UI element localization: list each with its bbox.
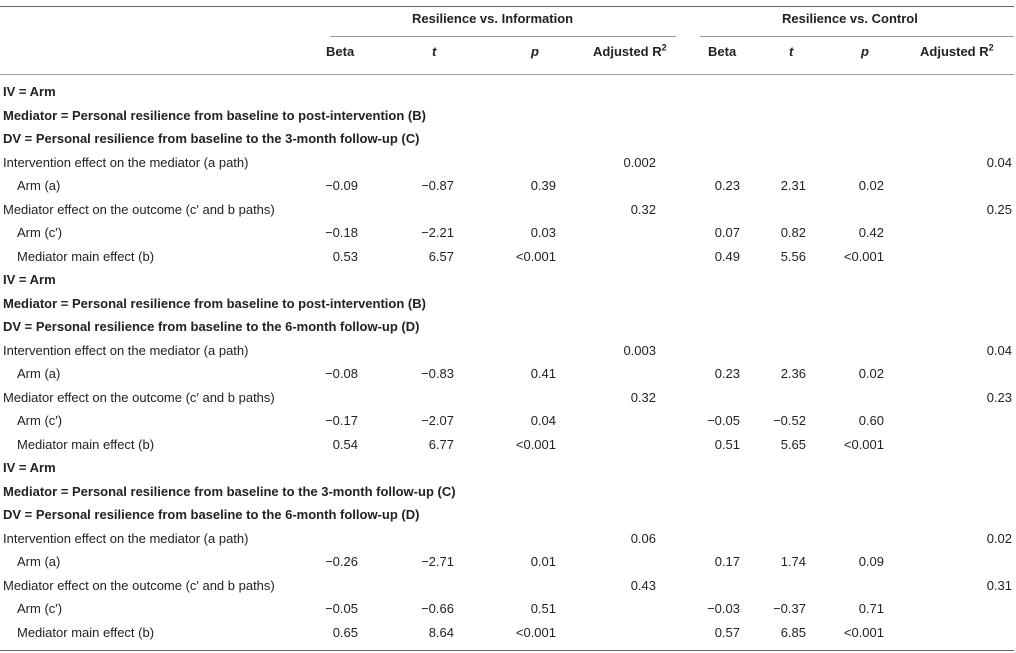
cell-r2a: 0.002 — [623, 154, 656, 170]
col-header-beta-2: Beta — [708, 44, 737, 59]
cell-b2: 0.23 — [714, 366, 740, 381]
cell-b2: 0.57 — [714, 624, 740, 640]
cell-r2b: 0.31 — [986, 577, 1012, 593]
cell-b1: −0.09 — [325, 178, 358, 193]
row-label: Intervention effect on the mediator (a path) — [3, 530, 249, 546]
row-label: Mediator effect on the outcome (c′ and b paths) — [3, 577, 275, 593]
row-label: Mediator main effect (b) — [17, 624, 155, 640]
col-header-t-1: t — [432, 44, 437, 59]
cell-b2: −0.05 — [707, 413, 740, 428]
cell-r2b: 0.25 — [986, 201, 1012, 217]
cell-t2: −0.52 — [773, 413, 806, 428]
cell-p1: 0.04 — [530, 413, 556, 428]
cell-t1: 8.64 — [428, 624, 454, 640]
cell-t2: 5.65 — [780, 436, 806, 452]
group-underline-information — [330, 36, 676, 37]
cell-b1: −0.17 — [325, 413, 358, 428]
cell-t1: −2.07 — [421, 413, 454, 428]
row-label: Arm (a) — [17, 554, 61, 569]
cell-t2: 6.85 — [780, 624, 806, 640]
cell-b1: 0.54 — [332, 436, 358, 452]
cell-p1: <0.001 — [515, 436, 556, 452]
cell-p2: 0.02 — [858, 366, 884, 381]
col-header-p-2: p — [861, 44, 869, 59]
row-label: Arm (a) — [17, 366, 61, 381]
row-label: Mediator = Personal resilience from baseline to post-intervention (B) — [3, 295, 426, 311]
col-header-p-1: p — [531, 44, 539, 59]
table-top-rule — [0, 6, 1014, 7]
adjusted-r-text: Adjusted R — [593, 44, 662, 59]
cell-p2: 0.42 — [858, 225, 884, 240]
row-label: Mediator = Personal resilience from baseline to post-intervention (B) — [3, 107, 426, 123]
cell-p1: <0.001 — [515, 624, 556, 640]
cell-r2b: 0.23 — [986, 389, 1012, 405]
cell-p2: 0.60 — [858, 413, 884, 428]
cell-t1: −2.21 — [421, 225, 454, 240]
row-label: Mediator main effect (b) — [17, 248, 155, 264]
cell-b2: 0.51 — [714, 436, 740, 452]
cell-p1: 0.41 — [530, 366, 556, 381]
cell-t2: 5.56 — [780, 248, 806, 264]
cell-p1: 0.51 — [530, 601, 556, 616]
col-header-t-2: t — [789, 44, 794, 59]
cell-t2: 2.31 — [780, 178, 806, 193]
row-label: IV = Arm — [3, 460, 56, 475]
cell-b1: 0.65 — [332, 624, 358, 640]
table-bottom-rule — [0, 650, 1014, 651]
row-label: Arm (c′) — [17, 413, 63, 428]
cell-b2: −0.03 — [707, 601, 740, 616]
cell-b1: −0.05 — [325, 601, 358, 616]
cell-p2: <0.001 — [843, 624, 884, 640]
cell-r2a: 0.003 — [623, 342, 656, 358]
cell-t1: −0.87 — [421, 178, 454, 193]
cell-t1: −2.71 — [421, 554, 454, 569]
cell-r2a: 0.43 — [630, 577, 656, 593]
cell-p2: 0.02 — [858, 178, 884, 193]
superscript-2: 2 — [661, 42, 667, 53]
cell-r2b: 0.02 — [986, 530, 1012, 546]
row-label: Arm (a) — [17, 178, 61, 193]
col-header-adjusted-r2-2 — [920, 44, 994, 60]
cell-p1: 0.39 — [530, 178, 556, 193]
col-header-adjusted-r2-1 — [593, 44, 667, 60]
cell-t2: 2.36 — [780, 366, 806, 381]
group-underline-control — [700, 36, 1014, 37]
cell-b2: 0.23 — [714, 178, 740, 193]
cell-t2: −0.37 — [773, 601, 806, 616]
row-label: Mediator effect on the outcome (c′ and b paths) — [3, 389, 275, 405]
row-label: Mediator = Personal resilience from baseline to the 3-month follow-up (C) — [3, 483, 456, 499]
superscript-2: 2 — [988, 42, 994, 53]
row-label: Intervention effect on the mediator (a path) — [3, 342, 249, 358]
cell-p1: <0.001 — [515, 248, 556, 264]
cell-b2: 0.07 — [714, 225, 740, 240]
cell-t1: 6.77 — [428, 436, 454, 452]
cell-t1: −0.66 — [421, 601, 454, 616]
cell-r2b: 0.04 — [986, 342, 1012, 358]
row-label: Arm (c′) — [17, 225, 63, 240]
row-label: DV = Personal resilience from baseline to the 3-month follow-up (C) — [3, 131, 420, 146]
cell-r2a: 0.06 — [630, 530, 656, 546]
row-label: Intervention effect on the mediator (a path) — [3, 154, 249, 170]
adjusted-r-text: Adjusted R — [920, 44, 989, 59]
row-label: DV = Personal resilience from baseline to the 6-month follow-up (D) — [3, 319, 420, 334]
row-label: IV = Arm — [3, 84, 56, 99]
group-header-control: Resilience vs. Control — [782, 11, 918, 26]
cell-r2b: 0.04 — [986, 154, 1012, 170]
row-label: Mediator effect on the outcome (c′ and b paths) — [3, 201, 275, 217]
cell-p2: 0.09 — [858, 554, 884, 569]
col-header-beta-1: Beta — [326, 44, 355, 59]
cell-r2a: 0.32 — [630, 389, 656, 405]
header-bottom-rule — [0, 74, 1014, 75]
cell-p1: 0.01 — [530, 554, 556, 569]
cell-t1: −0.83 — [421, 366, 454, 381]
cell-b2: 0.49 — [714, 248, 740, 264]
cell-b1: −0.26 — [325, 554, 358, 569]
cell-r2a: 0.32 — [630, 201, 656, 217]
cell-p1: 0.03 — [530, 225, 556, 240]
cell-p2: <0.001 — [843, 436, 884, 452]
cell-t2: 1.74 — [780, 554, 806, 569]
cell-b1: −0.08 — [325, 366, 358, 381]
row-label: Arm (c′) — [17, 601, 63, 616]
row-label: Mediator main effect (b) — [17, 436, 155, 452]
cell-t1: 6.57 — [428, 248, 454, 264]
cell-b1: 0.53 — [332, 248, 358, 264]
cell-p2: <0.001 — [843, 248, 884, 264]
cell-p2: 0.71 — [858, 601, 884, 616]
cell-b2: 0.17 — [714, 554, 740, 569]
cell-b1: −0.18 — [325, 225, 358, 240]
cell-t2: 0.82 — [780, 225, 806, 240]
group-header-information: Resilience vs. Information — [412, 11, 574, 26]
row-label: IV = Arm — [3, 272, 56, 287]
row-label: DV = Personal resilience from baseline to the 6-month follow-up (D) — [3, 507, 420, 522]
